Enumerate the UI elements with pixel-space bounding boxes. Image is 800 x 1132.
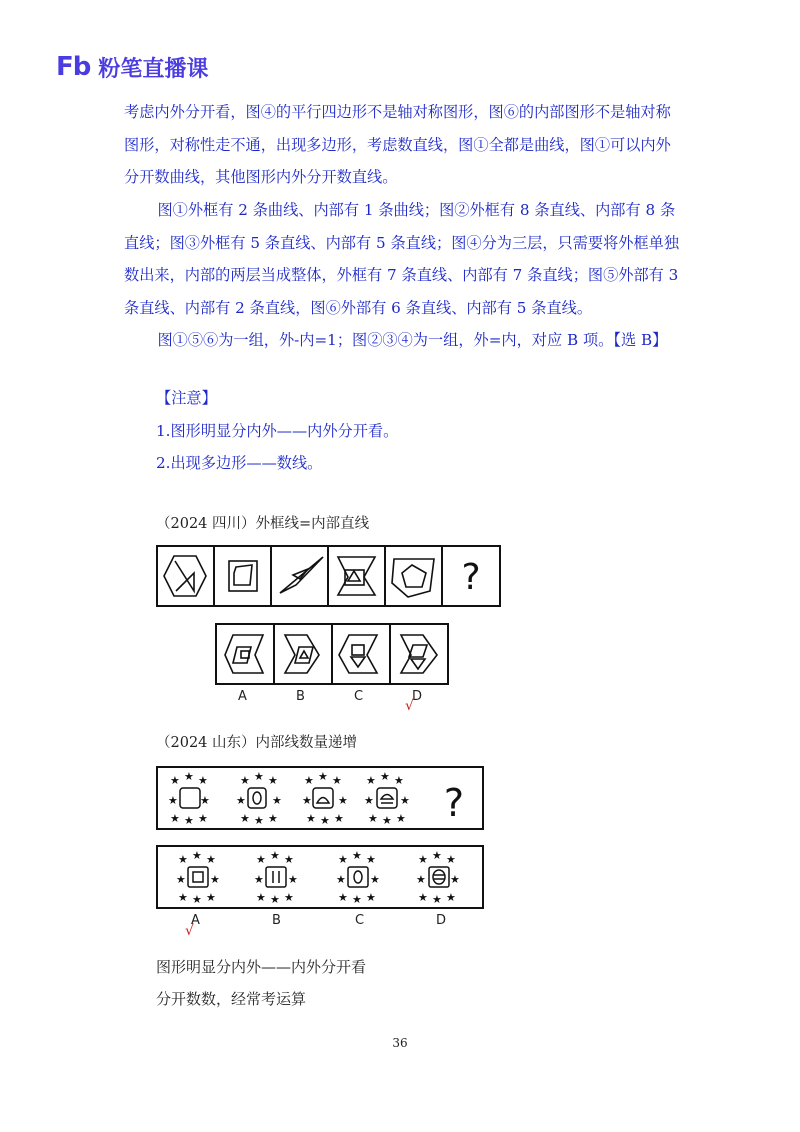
svg-text:★: ★ [366, 853, 376, 866]
svg-text:★: ★ [352, 893, 362, 906]
explanation-text-2: 图①外框有 2 条曲线、内部有 1 条曲线；图②外框有 8 条直线、内部有 8 条直线；图③外框有 5 条直线、内部有 5 条直线；图④分为三层，只需要将外框单独数出来，内部的两层当成整体，外框有 7 条直线、内部有 7 条直线；图⑤外部有 3 条直线、内部有 2 条直线，图⑥外部有 6 条直线、内部有 5 条直线。 [124, 201, 680, 317]
q1-option-d-label: D [412, 689, 423, 704]
svg-text:★: ★ [176, 873, 186, 886]
svg-text:★: ★ [206, 891, 216, 904]
summary-line-1: 图形明显分内外——内外分开看 [156, 958, 367, 976]
svg-text:★: ★ [254, 814, 264, 827]
q2-option-a-label: A [191, 913, 200, 928]
svg-text:★: ★ [168, 794, 178, 807]
explanation-paragraph-3 [124, 324, 684, 357]
notes-item-1: 1.图形明显分内外——内外分开看。 [156, 421, 399, 440]
svg-text:★: ★ [416, 873, 426, 886]
question-2-caption: （2024 山东）内部线数量递增 [156, 735, 358, 751]
q1-option-c-label: C [354, 689, 364, 704]
question-1-stem-figure [156, 545, 501, 607]
svg-text:★: ★ [332, 774, 342, 787]
svg-text:★: ★ [178, 891, 188, 904]
svg-text:★: ★ [366, 891, 376, 904]
svg-text:★: ★ [366, 774, 376, 787]
svg-text:★: ★ [446, 853, 456, 866]
notes-item-2: 2.出现多边形——数线。 [156, 454, 323, 472]
svg-text:★: ★ [338, 891, 348, 904]
question-1-question-mark: ? [461, 557, 481, 598]
svg-text:★: ★ [256, 853, 266, 866]
svg-text:★: ★ [336, 873, 346, 886]
star-pattern [168, 770, 410, 827]
brand-logo [56, 52, 208, 82]
svg-text:★: ★ [256, 891, 266, 904]
notes-title: 【注意】 [156, 389, 217, 407]
svg-text:★: ★ [352, 849, 362, 862]
svg-text:★: ★ [334, 812, 344, 825]
svg-text:★: ★ [240, 774, 250, 787]
svg-text:★: ★ [418, 891, 428, 904]
q2-answer-check-icon: √ [185, 923, 194, 939]
svg-text:★: ★ [418, 853, 428, 866]
q2-option-d-label: D [436, 913, 447, 928]
svg-text:★: ★ [284, 891, 294, 904]
svg-text:★: ★ [268, 812, 278, 825]
svg-text:★: ★ [254, 770, 264, 783]
notes-section [156, 382, 398, 480]
svg-text:★: ★ [380, 770, 390, 783]
svg-text:★: ★ [170, 812, 180, 825]
q1-option-a-label: A [238, 689, 247, 704]
svg-text:★: ★ [396, 812, 406, 825]
svg-text:★: ★ [268, 774, 278, 787]
svg-text:★: ★ [192, 849, 202, 862]
svg-text:★: ★ [192, 893, 202, 906]
svg-text:★: ★ [284, 853, 294, 866]
svg-text:★: ★ [318, 770, 328, 783]
svg-text:★: ★ [320, 814, 330, 827]
explanation-text-3: 图①⑤⑥为一组，外-内=1；图②③④为一组，外=内，对应 B 项。【选 B】 [157, 331, 668, 349]
svg-text:★: ★ [254, 873, 264, 886]
svg-text:★: ★ [450, 873, 460, 886]
q1-option-b-label: B [296, 689, 305, 704]
question-2-stem-figure [156, 766, 484, 830]
svg-text:★: ★ [382, 814, 392, 827]
svg-text:★: ★ [270, 849, 280, 862]
svg-text:★: ★ [184, 814, 194, 827]
svg-text:★: ★ [338, 794, 348, 807]
svg-text:★: ★ [206, 853, 216, 866]
svg-text:★: ★ [432, 893, 442, 906]
svg-text:★: ★ [338, 853, 348, 866]
svg-text:★: ★ [170, 774, 180, 787]
svg-text:★: ★ [446, 891, 456, 904]
q2-option-b-label: B [272, 913, 281, 928]
explanation-paragraph-2 [124, 194, 684, 324]
svg-text:★: ★ [198, 812, 208, 825]
svg-text:★: ★ [288, 873, 298, 886]
page-number: 36 [392, 1036, 408, 1050]
question-2-question-mark: ? [443, 781, 465, 825]
explanation-text-1: 考虑内外分开看，图④的平行四边形不是轴对称图形，图⑥的内部图形不是轴对称图形，对称性走不通，出现多边形，考虑数直线，图①全都是曲线，图①可以内外分开数曲线，其他图形内外分开数直线。 [124, 103, 671, 186]
q1-answer-check-icon: √ [405, 698, 414, 714]
svg-text:★: ★ [302, 794, 312, 807]
svg-text:★: ★ [364, 794, 374, 807]
svg-text:★: ★ [432, 849, 442, 862]
svg-text:★: ★ [394, 774, 404, 787]
svg-text:★: ★ [306, 812, 316, 825]
svg-text:★: ★ [368, 812, 378, 825]
svg-text:★: ★ [304, 774, 314, 787]
svg-text:★: ★ [178, 853, 188, 866]
svg-text:★: ★ [210, 873, 220, 886]
svg-text:★: ★ [240, 812, 250, 825]
svg-text:★: ★ [400, 794, 410, 807]
fenbi-logo-icon: Fb [56, 52, 91, 82]
svg-text:★: ★ [370, 873, 380, 886]
fig-1-inner [175, 561, 194, 591]
question-1-options-figure [215, 623, 449, 685]
brand-name: 粉笔直播课 [98, 56, 209, 82]
svg-text:★: ★ [236, 794, 246, 807]
explanation-paragraph-1 [124, 96, 684, 194]
svg-text:★: ★ [272, 794, 282, 807]
svg-text:★: ★ [184, 770, 194, 783]
question-1-caption: （2024 四川）外框线=内部直线 [156, 516, 370, 532]
svg-text:★: ★ [200, 794, 210, 807]
q2-option-c-label: C [355, 913, 365, 928]
svg-text:★: ★ [198, 774, 208, 787]
svg-text:★: ★ [270, 893, 280, 906]
summary-line-2: 分开数数，经常考运算 [156, 990, 307, 1008]
question-2-options-figure [156, 845, 484, 909]
